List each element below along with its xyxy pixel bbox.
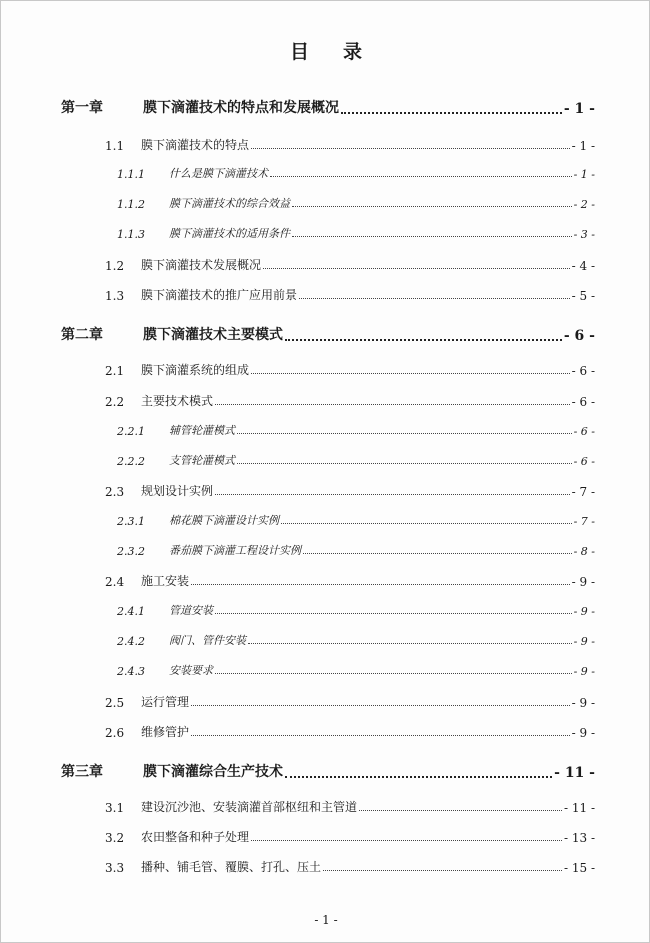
toc-entry-number: 第三章 — [61, 764, 103, 780]
toc-section-entry[interactable] — [105, 723, 595, 740]
toc-dot-leader — [215, 493, 570, 495]
page-number: - 1 - — [314, 913, 338, 927]
toc-dot-leader — [285, 775, 552, 778]
toc-entry-number: 1.2 — [105, 259, 125, 273]
toc-entry-number: 2.2.1 — [117, 425, 145, 438]
toc-section-entry[interactable] — [105, 858, 595, 875]
toc-section-entry[interactable] — [105, 693, 595, 710]
toc-entry-page: - 3 - — [573, 228, 595, 241]
toc-entry-title: 管道安装 — [169, 604, 213, 617]
toc-entry-title: 运行管理 — [141, 695, 190, 709]
toc-chapter-entry[interactable] — [61, 761, 595, 781]
toc-entry-page: - 13 - — [563, 831, 595, 845]
toc-dot-leader — [292, 235, 572, 237]
toc-entry-title: 棉花膜下滴灌设计实例 — [169, 514, 279, 527]
toc-entry-number: 1.1.2 — [117, 198, 145, 211]
toc-entry-number: 2.5 — [105, 696, 125, 710]
toc-entry-title: 规划设计实例 — [141, 484, 214, 498]
toc-entry-title: 维修管护 — [141, 725, 190, 739]
toc-entry-number: 3.2 — [105, 831, 125, 845]
toc-dot-leader — [191, 704, 570, 706]
toc-entry-page: - 1 - — [571, 139, 595, 153]
toc-entry-page: - 1 - — [563, 101, 595, 117]
toc-entry-title: 膜下滴灌技术主要模式 — [143, 327, 283, 343]
toc-entry-title: 膜下滴灌系统的组成 — [141, 363, 250, 377]
toc-entry-number: 2.3.1 — [117, 515, 145, 528]
toc-entry-title: 施工安装 — [141, 574, 190, 588]
toc-entry-page: - 15 - — [563, 861, 595, 875]
toc-dot-leader — [292, 205, 572, 207]
toc-entry-page: - 9 - — [573, 665, 595, 678]
toc-entry-title: 什么是膜下滴灌技术 — [169, 167, 268, 180]
toc-entry-page: - 4 - — [571, 259, 595, 273]
toc-entry-title: 主要技术模式 — [141, 394, 214, 408]
toc-entry-page: - 7 - — [573, 515, 595, 528]
toc-entry-number: 2.2 — [105, 395, 125, 409]
toc-entry-page: - 9 - — [571, 575, 595, 589]
toc-entry-number: 2.3 — [105, 485, 125, 499]
toc-entry-title: 膜下滴灌技术发展概况 — [141, 258, 262, 272]
toc-entry-title: 膜下滴灌技术的适用条件 — [169, 227, 290, 240]
toc-entry-page: - 6 - — [573, 425, 595, 438]
toc-entry-page: - 2 - — [573, 198, 595, 211]
toc-dot-leader — [270, 175, 572, 177]
toc-title-char-1: 目 — [289, 41, 309, 63]
toc-entry-title: 农田整备和种子处理 — [141, 830, 250, 844]
toc-entry-title: 膜下滴灌技术的推广应用前景 — [141, 288, 298, 302]
toc-dot-leader — [191, 734, 570, 736]
toc-entry-page: - 6 - — [563, 328, 595, 344]
toc-dot-leader — [359, 809, 562, 811]
toc-dot-leader — [215, 612, 572, 614]
toc-subsection-entry[interactable] — [117, 452, 595, 468]
toc-section-entry[interactable] — [105, 828, 595, 845]
toc-entry-title: 安装要求 — [169, 664, 213, 677]
toc-entry-number: 2.4.1 — [117, 605, 145, 618]
toc-subsection-entry[interactable] — [117, 422, 595, 438]
toc-entry-page: - 8 - — [573, 545, 595, 558]
toc-section-entry[interactable] — [105, 256, 595, 273]
toc-entry-number: 3.3 — [105, 861, 125, 875]
toc-dot-leader — [281, 522, 572, 524]
toc-subsection-entry[interactable] — [117, 602, 595, 618]
toc-entry-page: - 6 - — [573, 455, 595, 468]
toc-entry-title: 膜下滴灌技术的特点 — [141, 138, 250, 152]
toc-entry-title: 阀门、管件安装 — [169, 634, 246, 647]
toc-entry-page: - 6 - — [571, 395, 595, 409]
toc-entry-number: 3.1 — [105, 801, 125, 815]
toc-section-entry[interactable] — [105, 286, 595, 303]
toc-entry-page: - 7 - — [571, 485, 595, 499]
toc-dot-leader — [251, 372, 570, 374]
toc-dot-leader — [299, 297, 570, 299]
toc-subsection-entry[interactable] — [117, 662, 595, 678]
toc-entry-number: 1.1 — [105, 139, 125, 153]
toc-dot-leader — [285, 338, 562, 341]
toc-dot-leader — [303, 552, 572, 554]
toc-section-entry[interactable] — [105, 361, 595, 378]
toc-entry-page: - 11 - — [554, 765, 595, 781]
toc-dot-leader — [237, 432, 572, 434]
toc-entry-number: 2.6 — [105, 726, 125, 740]
toc-entry-number: 2.4.3 — [117, 665, 145, 678]
toc-entry-title: 番茄膜下滴灌工程设计实例 — [169, 544, 301, 557]
toc-entry-number: 2.4.2 — [117, 635, 145, 648]
toc-entry-number: 1.1.1 — [117, 168, 145, 181]
toc-entry-number: 1.1.3 — [117, 228, 145, 241]
toc-entry-title: 播种、铺毛管、覆膜、打孔、压土 — [141, 860, 322, 874]
toc-entry-title: 膜下滴灌综合生产技术 — [143, 764, 283, 780]
toc-entry-page: - 9 - — [573, 605, 595, 618]
toc-chapter-entry[interactable] — [61, 97, 595, 117]
toc-subsection-entry[interactable] — [117, 512, 595, 528]
toc-chapter-entry[interactable] — [61, 324, 595, 344]
toc-dot-leader — [341, 111, 562, 114]
toc-section-entry[interactable] — [105, 572, 595, 589]
toc-entry-page: - 11 - — [563, 801, 595, 815]
toc-section-entry[interactable] — [105, 392, 595, 409]
toc-entry-number: 1.3 — [105, 289, 125, 303]
toc-section-entry[interactable] — [105, 798, 595, 815]
toc-section-entry[interactable] — [105, 482, 595, 499]
toc-entry-page: - 6 - — [571, 364, 595, 378]
toc-entry-number: 2.1 — [105, 364, 125, 378]
toc-entry-number: 第二章 — [61, 327, 103, 343]
toc-dot-leader — [191, 583, 570, 585]
toc-entry-number: 2.4 — [105, 575, 125, 589]
toc-entry-page: - 9 - — [571, 696, 595, 710]
toc-dot-leader — [215, 672, 572, 674]
toc-dot-leader — [237, 462, 572, 464]
toc-dot-leader — [263, 267, 570, 269]
toc-entry-page: - 1 - — [573, 168, 595, 181]
toc-entry-page: - 9 - — [573, 635, 595, 648]
toc-section-entry[interactable] — [105, 136, 595, 153]
toc-title — [1, 37, 650, 64]
toc-entry-title: 辅管轮灌模式 — [169, 424, 235, 437]
toc-entry-title: 膜下滴灌技术的综合效益 — [169, 197, 290, 210]
toc-entry-number: 第一章 — [61, 100, 103, 116]
toc-title-char-2: 录 — [343, 41, 363, 63]
toc-entry-number: 2.2.2 — [117, 455, 145, 468]
toc-dot-leader — [215, 403, 570, 405]
toc-entry-title: 支管轮灌模式 — [169, 454, 235, 467]
toc-dot-leader — [251, 839, 562, 841]
toc-entry-page: - 9 - — [571, 726, 595, 740]
toc-entry-title: 膜下滴灌技术的特点和发展概况 — [143, 100, 339, 116]
toc-entry-title: 建设沉沙池、安装滴灌首部枢纽和主管道 — [141, 800, 358, 814]
toc-dot-leader — [248, 642, 572, 644]
toc-subsection-entry[interactable] — [117, 542, 595, 558]
toc-dot-leader — [251, 147, 570, 149]
toc-dot-leader — [323, 869, 562, 871]
toc-subsection-entry[interactable] — [117, 165, 595, 181]
toc-subsection-entry[interactable] — [117, 632, 595, 648]
toc-entry-page: - 5 - — [571, 289, 595, 303]
toc-subsection-entry[interactable] — [117, 195, 595, 211]
toc-subsection-entry[interactable] — [117, 225, 595, 241]
toc-entry-number: 2.3.2 — [117, 545, 145, 558]
